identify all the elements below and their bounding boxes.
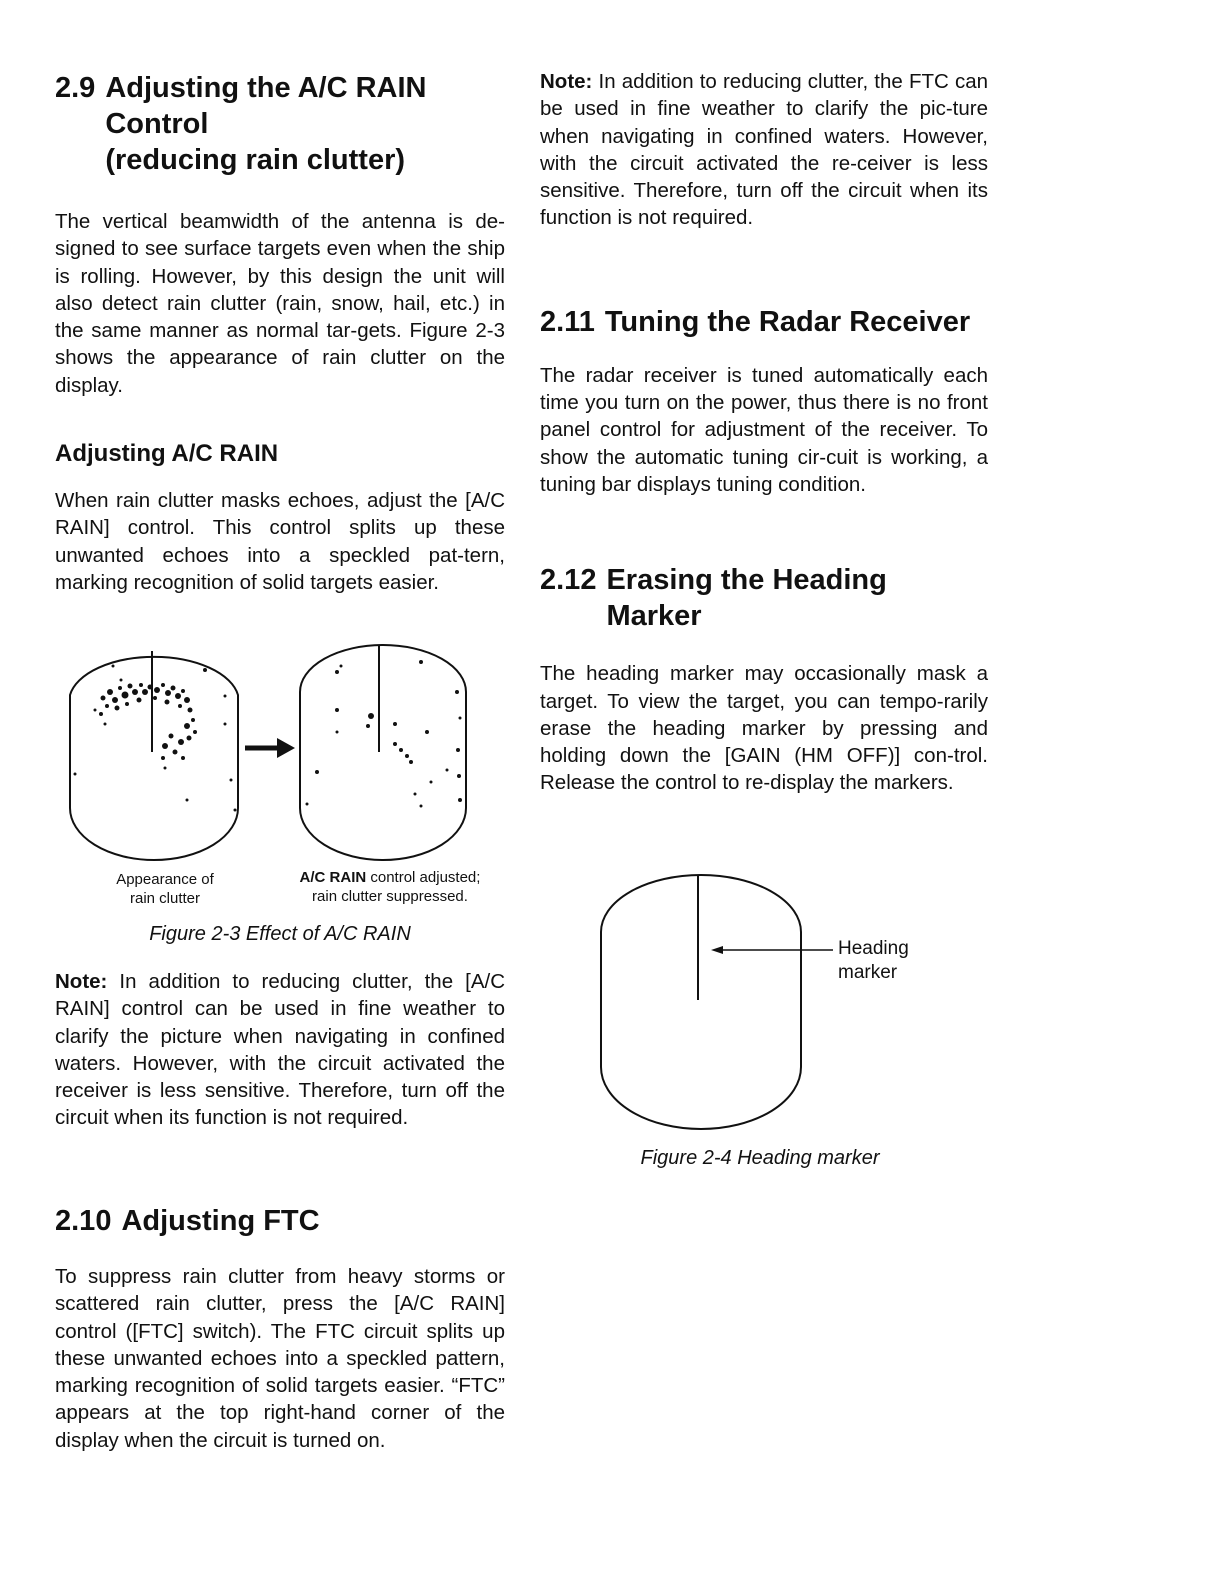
section-2-10-body: To suppress rain clutter from heavy storms or scattered rain clutter, press the [A/C RAIN] control ([FTC] switch). The FTC circuit splits up these unwanted echoes into a speckled pattern, marking recognition of solid targets easier. “FTC” appears at the top right-hand corner of the display when the circuit is turned on.	[55, 1265, 505, 1452]
pointer-arrowhead-icon	[711, 946, 723, 954]
note-text: In addition to reducing clutter, the [A/C RAIN] control can be used in fine weather to clarify the picture when navigating in confined waters. However, with the circuit activated the receiver is less sensitive. Therefore, turn off the circuit when its function is not required.	[55, 970, 505, 1130]
caption-line: rain clutter	[129, 890, 201, 907]
figure-2-3-left-caption	[90, 870, 240, 908]
caption-line: Appearance of	[116, 871, 214, 888]
section-number: 2.9	[55, 72, 96, 104]
caption-line: rain clutter suppressed.	[312, 888, 468, 905]
section-2-12-body: The heading marker may occasionally mask a target. To view the target, you can tempo-rarily erase the heading marker by pressing and holding down the [GAIN (HM OFF)] con-trol. Release the control to re-display the markers.	[540, 662, 988, 795]
title-line: Marker	[606, 600, 702, 633]
radar-display-suppressed	[300, 645, 466, 860]
left-column	[55, 70, 505, 596]
title-line: Control	[105, 108, 209, 140]
caption-line	[270, 868, 510, 887]
figure-2-4-graphic	[595, 872, 925, 1132]
title-line: (reducing rain clutter)	[105, 144, 406, 176]
section-2-10-heading	[55, 1203, 505, 1239]
title-line: Erasing the Heading	[606, 564, 887, 597]
figure-2-3-graphic	[55, 640, 535, 860]
section-2-10	[55, 1203, 505, 1454]
section-number: 2.11	[540, 305, 595, 338]
suppressed-speckle	[306, 660, 463, 808]
heading-marker-label	[838, 937, 909, 985]
radar-display-outline	[601, 875, 801, 1129]
section-2-11-heading	[540, 304, 988, 340]
section-2-9-heading	[55, 70, 505, 178]
section-2-12-heading	[540, 562, 988, 634]
section-title	[606, 562, 988, 634]
section-2-11-body: The radar receiver is tuned automatically each time you turn on the power, thus there is no front panel control for adjustment of the receiver. To show the automatic tuning cir-cuit is working, a tuning bar displays tuning condition.	[540, 363, 988, 496]
figure-2-3-caption: Figure 2-3 Effect of A/C RAIN	[149, 923, 411, 945]
note-text: In addition to reducing clutter, the FTC can be used in fine weather to clarify the pic-ture when navigating in confined waters. However, with the circuit activated the re-ceiver is less sensitive. Therefore, turn off the circuit when its function is not required.	[540, 70, 988, 230]
subsection-body: When rain clutter masks echoes, adjust the [A/C RAIN] control. This control splits up these unwanted echoes into a speckled pat-tern, marking recognition of solid targets easier.	[55, 489, 505, 594]
section-title: Adjusting FTC	[121, 1205, 320, 1237]
section-title: Tuning the Radar Receiver	[604, 305, 971, 338]
figure-2-4-caption: Figure 2-4 Heading marker	[640, 1147, 880, 1169]
section-2-9-body: The vertical beamwidth of the antenna is de-signed to see surface targets even when the ship is rolling. However, by this design the unit will also detect rain clutter (rain, snow, hail, etc.) in the same manner as normal tar-gets. Figure 2-3 shows the appearance of rain clutter on the display.	[55, 210, 505, 397]
section-number: 2.10	[55, 1205, 112, 1237]
section-number: 2.12	[540, 564, 597, 597]
radar-display-clutter	[70, 657, 238, 860]
caption-bold: A/C RAIN	[299, 869, 367, 886]
figure-2-3-right-caption	[270, 868, 510, 906]
note-right	[540, 68, 988, 232]
subheading-adjusting-ac-rain: Adjusting A/C RAIN	[55, 440, 279, 468]
note-label: Note:	[540, 70, 593, 93]
right-column	[540, 68, 988, 797]
note-left	[55, 968, 505, 1132]
title-line: Adjusting the A/C RAIN	[105, 72, 427, 104]
note-label: Note:	[55, 970, 108, 993]
arrow-right-icon	[245, 738, 295, 758]
section-title	[105, 70, 505, 178]
caption-rest: control adjusted;	[366, 869, 481, 886]
rain-clutter-speckle	[74, 665, 237, 812]
label-line: marker	[838, 962, 898, 983]
label-line: Heading	[838, 938, 909, 959]
